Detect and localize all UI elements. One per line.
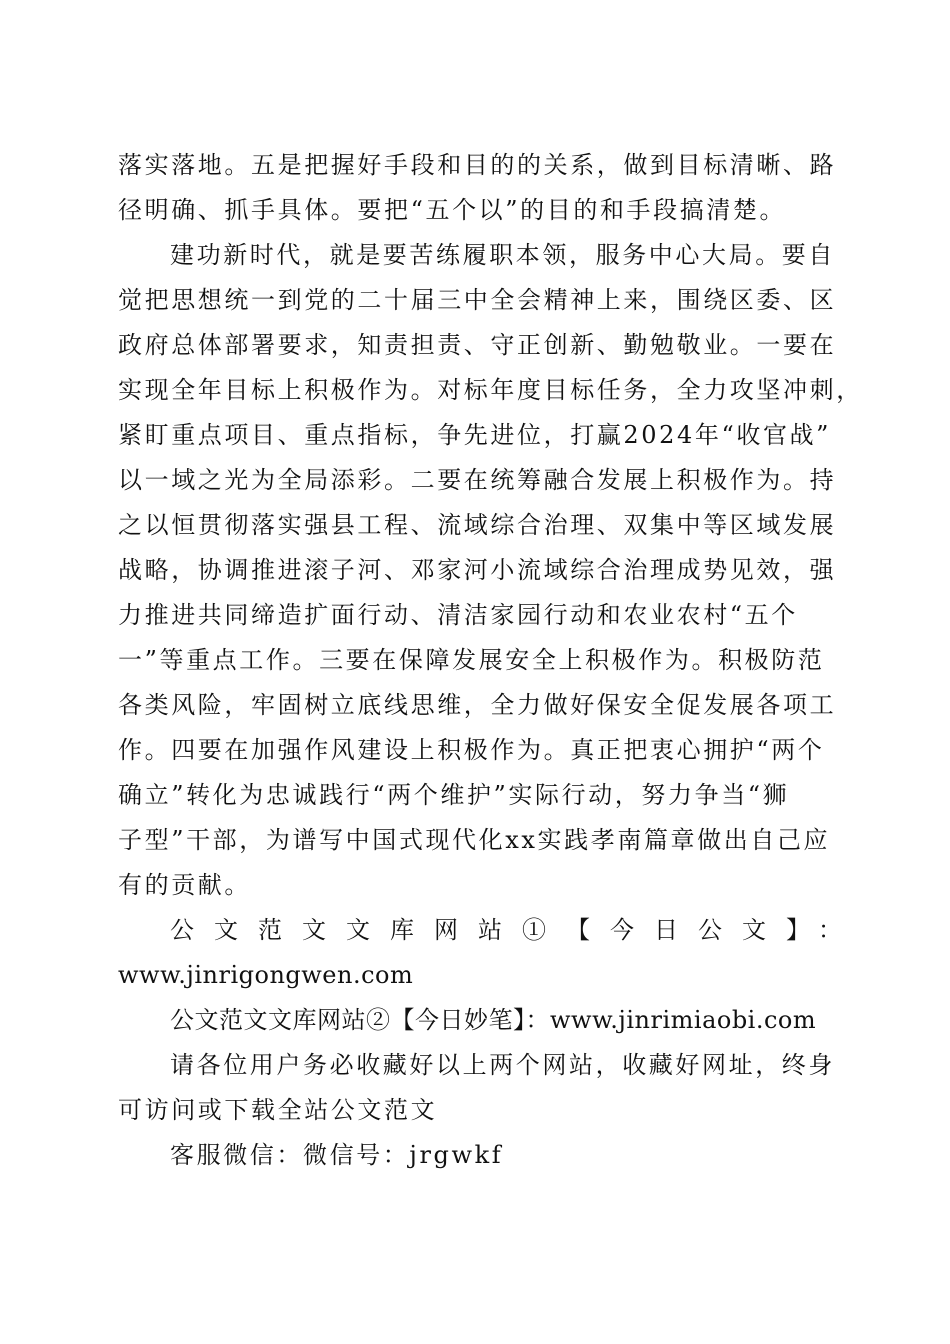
paragraph-line: 作。四要在加强作风建设上积极作为。真正把衷心拥护“两个 [118,736,825,764]
paragraph-line: 紧盯重点项目、重点指标，争先进位，打赢2024年“收官战” [118,421,832,449]
site1-url-link[interactable]: www.jinrigongwen.com [118,961,414,989]
paragraph-line: 建功新时代，就是要苦练履职本领，服务中心大局。要自 [170,241,835,269]
paragraph-line: 各类风险，牢固树立底线思维，全力做好保安全促发展各项工 [118,691,837,719]
wechat-contact: 客服微信：微信号：jrgwkf [170,1141,504,1169]
paragraph-line: 实现全年目标上积极作为。对标年度目标任务，全力攻坚冲刺， [118,376,863,404]
paragraph-line: 觉把思想统一到党的二十届三中全会精神上来，围绕区委、区 [118,286,837,314]
paragraph-line: 力推进共同缔造扩面行动、清洁家园行动和农业农村“五个 [118,601,798,629]
site1-label: 公文范文文库网站①【今日公文】： [170,916,862,944]
paragraph-line: 之以恒贯彻落实强县工程、流域综合治理、双集中等区域发展 [118,511,837,539]
paragraph-line: 一”等重点工作。三要在保障发展安全上积极作为。积极防范 [118,646,825,674]
paragraph-line: 子型”干部，为谱写中国式现代化xx实践孝南篇章做出自己应 [118,826,831,854]
paragraph-line: 以一域之光为全局添彩。二要在统筹融合发展上积极作为。持 [118,466,837,494]
paragraph-new-era [118,233,863,908]
footer-links [118,908,862,1178]
notice-line: 可访问或下载全站公文范文 [118,1096,438,1124]
paragraph-line: 战略，协调推进滚子河、邓家河小流域综合治理成势见效，强 [118,556,837,584]
notice-line: 请各位用户务必收藏好以上两个网站，收藏好网址，终身 [170,1051,835,1079]
paragraph-line: 落实落地。五是把握好手段和目的的关系，做到目标清晰、路 [118,151,837,179]
paragraph-continuation [118,143,837,233]
document-body [118,143,863,1178]
paragraph-line: 径明确、抓手具体。要把“五个以”的目的和手段搞清楚。 [118,196,787,224]
paragraph-line: 确立”转化为忠诚践行“两个维护”实际行动，努力争当“狮 [118,781,790,809]
paragraph-line: 政府总体部署要求，知责担责、守正创新、勤勉敬业。一要在 [118,331,837,359]
paragraph-line: 有的贡献。 [118,871,251,899]
site2-line[interactable]: 公文范文文库网站②【今日妙笔】：www.jinrimiaobi.com [170,1006,817,1034]
